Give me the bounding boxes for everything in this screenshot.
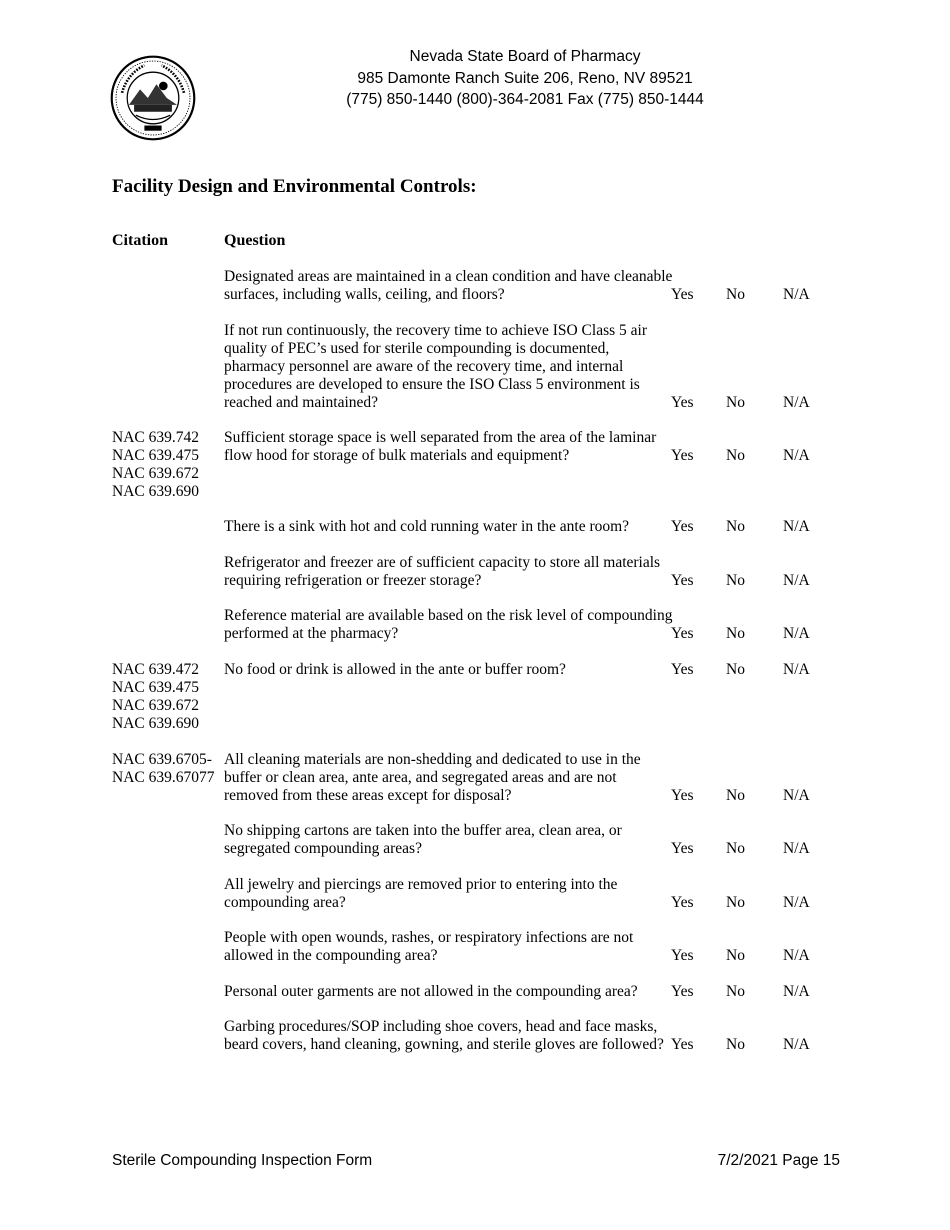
letterhead xyxy=(300,46,750,111)
option-no[interactable]: No xyxy=(726,787,745,804)
option-no[interactable]: No xyxy=(726,625,745,642)
citation-text: NAC 639.472 NAC 639.475 NAC 639.672 NAC 639.690 xyxy=(112,661,199,732)
org-phones: (775) 850-1440 (800)-364-2081 Fax (775) 850-1444 xyxy=(346,91,704,108)
state-seal-logo xyxy=(110,55,196,141)
question-text: All jewelry and piercings are removed prior to entering into the compounding area? xyxy=(224,876,618,911)
option-na[interactable]: N/A xyxy=(783,518,810,535)
question-text: No food or drink is allowed in the ante or buffer room? xyxy=(224,661,566,678)
option-na[interactable]: N/A xyxy=(783,983,810,1000)
org-name: Nevada State Board of Pharmacy xyxy=(409,48,641,65)
question-text: Designated areas are maintained in a clean condition and have cleanable surfaces, including walls, ceiling, and floors? xyxy=(224,268,673,303)
question-text: People with open wounds, rashes, or respiratory infections are not allowed in the compounding area? xyxy=(224,929,634,964)
citation-text: NAC 639.6705- NAC 639.67077 xyxy=(112,751,215,786)
option-na[interactable]: N/A xyxy=(783,787,810,804)
option-no[interactable]: No xyxy=(726,1036,745,1053)
question-text: Reference material are available based on the risk level of compounding performed at the pharmacy? xyxy=(224,607,673,642)
option-no[interactable]: No xyxy=(726,572,745,589)
section-title: Facility Design and Environmental Controls: xyxy=(112,176,477,197)
option-no[interactable]: No xyxy=(726,518,745,535)
option-yes[interactable]: Yes xyxy=(671,787,694,804)
option-no[interactable]: No xyxy=(726,286,745,303)
option-no[interactable]: No xyxy=(726,894,745,911)
question-text: There is a sink with hot and cold running water in the ante room? xyxy=(224,518,630,535)
option-no[interactable]: No xyxy=(726,394,745,411)
option-no[interactable]: No xyxy=(726,447,745,464)
option-no[interactable]: No xyxy=(726,947,745,964)
option-yes[interactable]: Yes xyxy=(671,572,694,589)
question-text: Garbing procedures/SOP including shoe covers, head and face masks, beard covers, hand cleaning, gowning, and sterile gloves are followed? xyxy=(224,1018,664,1053)
option-na[interactable]: N/A xyxy=(783,572,810,589)
question-text: If not run continuously, the recovery time to achieve ISO Class 5 air quality of PEC’s used for sterile compounding is documented, pharmacy personnel are aware of the recovery time, and internal procedures are developed to ensure the ISO Class 5 environment is reached and maintained? xyxy=(224,322,647,411)
option-no[interactable]: No xyxy=(726,983,745,1000)
option-yes[interactable]: Yes xyxy=(671,394,694,411)
option-yes[interactable]: Yes xyxy=(671,894,694,911)
footer-date-page: 7/2/2021 Page 15 xyxy=(717,1152,840,1169)
option-na[interactable]: N/A xyxy=(783,894,810,911)
footer-form-name: Sterile Compounding Inspection Form xyxy=(112,1152,373,1169)
option-yes[interactable]: Yes xyxy=(671,661,694,678)
option-yes[interactable]: Yes xyxy=(671,983,694,1000)
option-na[interactable]: N/A xyxy=(783,286,810,303)
option-yes[interactable]: Yes xyxy=(671,947,694,964)
option-na[interactable]: N/A xyxy=(783,625,810,642)
question-text: Personal outer garments are not allowed in the compounding area? xyxy=(224,983,638,1000)
option-no[interactable]: No xyxy=(726,661,745,678)
option-na[interactable]: N/A xyxy=(783,661,810,678)
org-address: 985 Damonte Ranch Suite 206, Reno, NV 89521 xyxy=(357,69,693,87)
option-no[interactable]: No xyxy=(726,840,745,857)
question-text: All cleaning materials are non-shedding and dedicated to use in the buffer or clean area, ante area, and segregated areas and are not removed from these areas except for disposal? xyxy=(224,751,641,804)
option-yes[interactable]: Yes xyxy=(671,1036,694,1053)
option-yes[interactable]: Yes xyxy=(671,840,694,857)
option-na[interactable]: N/A xyxy=(783,447,810,464)
option-na[interactable]: N/A xyxy=(783,394,810,411)
option-na[interactable]: N/A xyxy=(783,1036,810,1053)
option-na[interactable]: N/A xyxy=(783,947,810,964)
column-header-question: Question xyxy=(224,232,286,249)
option-yes[interactable]: Yes xyxy=(671,518,694,535)
option-yes[interactable]: Yes xyxy=(671,286,694,303)
question-text: No shipping cartons are taken into the buffer area, clean area, or segregated compounding areas? xyxy=(224,822,622,857)
question-text: Refrigerator and freezer are of sufficient capacity to store all materials requiring refrigeration or freezer storage? xyxy=(224,554,661,589)
citation-text: NAC 639.742 NAC 639.475 NAC 639.672 NAC 639.690 xyxy=(112,429,199,500)
column-header-citation: Citation xyxy=(112,232,168,249)
option-na[interactable]: N/A xyxy=(783,840,810,857)
option-yes[interactable]: Yes xyxy=(671,625,694,642)
question-text: Sufficient storage space is well separated from the area of the laminar flow hood for storage of bulk materials and equipment? xyxy=(224,429,657,464)
option-yes[interactable]: Yes xyxy=(671,447,694,464)
